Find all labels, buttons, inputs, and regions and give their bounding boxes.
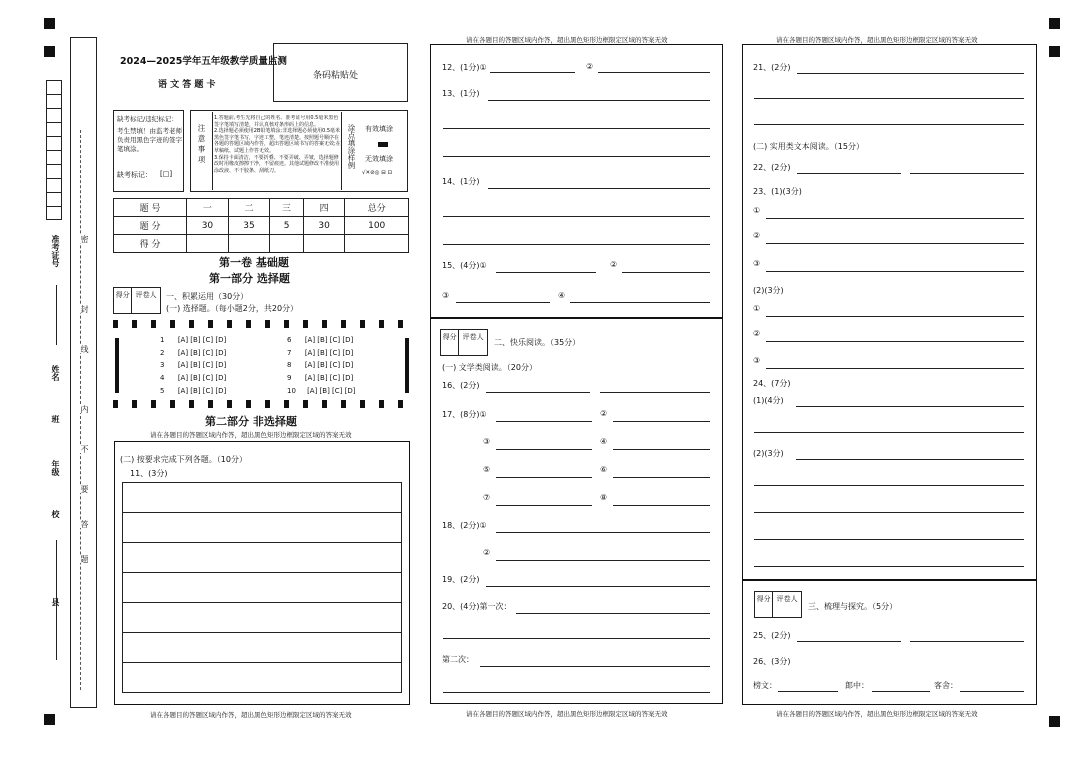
section2-title: 二、快乐阅读。（35分）: [494, 338, 581, 347]
q17f-label: ⑥: [600, 465, 608, 474]
q11-label: 11、(3分): [130, 469, 168, 478]
q13-label: 13、(1分): [442, 89, 480, 98]
sub2-title: (二) 按要求完成下列各题。（10分）: [120, 455, 247, 464]
section3-title: 三、梳理与探究。（5分）: [808, 602, 898, 611]
q26b-label: 郎中：: [845, 681, 869, 690]
q23b-2-label: ②: [753, 329, 761, 338]
notice-title: 注意事项: [197, 124, 206, 166]
exam-number-label: 准考证号: [51, 235, 60, 267]
q21-label: 21、(2分): [753, 63, 791, 72]
grade-label: 年级: [51, 460, 60, 476]
corner-mark: [1049, 46, 1060, 57]
absent-checkbox[interactable]: [□]: [160, 170, 173, 178]
score-grader-box[interactable]: 得分 评卷人: [754, 591, 802, 618]
seal-char: 线: [80, 345, 89, 353]
county-label: 县: [51, 598, 60, 606]
section1-title: 一、积累运用（30分）: [166, 292, 249, 301]
q17g-label: ⑦: [483, 493, 491, 502]
seal-char: 题: [80, 555, 89, 563]
valid-fill-sample: [378, 142, 388, 147]
q17e-label: ⑤: [483, 465, 491, 474]
q20b-label: 第二次：: [442, 655, 474, 664]
warning-note: 请在各题目的答题区域内作答，超出黑色矩形边框限定区域的答案无效: [150, 431, 352, 439]
q12b-label: ②: [586, 62, 594, 71]
q19-label: 19、(2分): [442, 575, 480, 584]
corner-mark: [1049, 18, 1060, 29]
q17d-label: ④: [600, 437, 608, 446]
q18b-label: ②: [483, 548, 491, 557]
sheet-title: 语 文 答 题 卡: [158, 80, 216, 90]
q23-1-label: ①: [753, 206, 761, 215]
q23-3-label: ③: [753, 259, 761, 268]
sub1-title: (一) 选择题。（每小题2分，共20分）: [166, 304, 299, 313]
q25-label: 25、(2分): [753, 631, 791, 640]
q16-label: 16、(2分): [442, 381, 480, 390]
absent-title: 缺考标记/违纪标记：: [117, 115, 178, 123]
q12-label: 12、(1分)①: [442, 63, 487, 72]
q23b-label: (2)(3分): [753, 286, 784, 295]
volume-title: 第一卷 基础题: [219, 256, 289, 269]
q26a-label: 榜文：: [753, 681, 777, 690]
sub21-title: (一) 文学类阅读。（20分）: [442, 363, 537, 372]
warning-note: 请在各题目的答题区域内作答，超出黑色矩形边框限定区域的答案无效: [466, 710, 668, 718]
exam-title: 2024—2025学年五年级教学质量监测: [120, 56, 287, 67]
choice-area: [113, 320, 409, 408]
corner-mark: [44, 714, 55, 725]
part2-title: 第二部分 非选择题: [205, 415, 297, 428]
choice-col-1[interactable]: 1 [A] [B] [C] [D] 2 [A] [B] [C] [D] 3 [A] [B] [C] [D] 4 [A] [B] [C] [D] 5 [A] [B] [C] [D]: [160, 336, 227, 395]
name-label: 姓名: [51, 365, 60, 381]
q26c-label: 客舍：: [934, 681, 958, 690]
sub22-title: (二) 实用类文本阅读。（15分）: [753, 142, 864, 151]
seal-char: 密: [80, 235, 89, 243]
class-label: 班: [51, 415, 60, 423]
corner-mark: [1049, 716, 1060, 727]
seal-char: 要: [80, 485, 89, 493]
q11-writing-grid[interactable]: [122, 482, 402, 693]
score-grader-box[interactable]: 得分 评卷人: [113, 287, 161, 314]
score-grader-box[interactable]: 得分 评卷人: [440, 329, 488, 356]
invalid-fill-samples: √✕⊘◎ ⊟ ⊡: [362, 170, 393, 176]
corner-mark: [44, 46, 55, 57]
score-table: 题 号 一 二 三 四 总分 题 分 30 35 5 30 100 得 分: [113, 198, 409, 253]
q24a-label: (1)(4分): [753, 396, 784, 405]
absent-label: 缺考标记：: [117, 171, 152, 179]
q24-label: 24、(7分): [753, 379, 791, 388]
q23b-1-label: ①: [753, 304, 761, 313]
invalid-fill-label: 无效填涂: [365, 155, 393, 163]
part1-title: 第一部分 选择题: [209, 272, 290, 285]
seal-char: 封: [80, 305, 89, 313]
absent-text: 考生禁填！由监考老师负责用黑色字迹的签字笔填涂。: [117, 127, 182, 153]
valid-fill-label: 有效填涂: [365, 125, 393, 133]
q17c-label: ③: [483, 437, 491, 446]
q17b-label: ②: [600, 409, 608, 418]
q23-label: 23、(1)(3分): [753, 187, 802, 196]
q24b-label: (2)(3分): [753, 449, 784, 458]
choice-col-2[interactable]: 6 [A] [B] [C] [D] 7 [A] [B] [C] [D] 8 [A] [B] [C] [D] 9 [A] [B] [C] [D] 10 [A] [B] [C] [D]: [287, 336, 356, 395]
q17-label: 17、(8分)①: [442, 410, 487, 419]
q14-label: 14、(1分): [442, 177, 480, 186]
warning-note: 请在各题目的答题区域内作答，超出黑色矩形边框限定区域的答案无效: [150, 711, 352, 719]
q15c-label: ③: [442, 291, 450, 300]
q18-label: 18、(2分)①: [442, 521, 487, 530]
warning-note: 请在各题目的答题区域内作答，超出黑色矩形边框限定区域的答案无效: [776, 36, 978, 44]
warning-note: 请在各题目的答题区域内作答，超出黑色矩形边框限定区域的答案无效: [466, 36, 668, 44]
barcode-label: 条码粘贴处: [313, 71, 359, 81]
q20-label: 20、(4分)第一次：: [442, 602, 512, 611]
q22-label: 22、(2分): [753, 163, 791, 172]
binding-strip: [70, 37, 97, 708]
exam-number-grid[interactable]: [46, 80, 62, 220]
q23b-3-label: ③: [753, 356, 761, 365]
fill-sample-title: 涂点填涂样例: [347, 124, 356, 169]
q15-label: 15、(4分)①: [442, 261, 487, 270]
q26-label: 26、(3分): [753, 657, 791, 666]
answer-box-16-20: [430, 318, 723, 704]
seal-char: 答: [80, 520, 89, 528]
seal-char: 内: [80, 405, 89, 413]
q17h-label: ⑧: [600, 493, 608, 502]
q15b-label: ②: [610, 260, 618, 269]
q23-2-label: ②: [753, 231, 761, 240]
warning-note: 请在各题目的答题区域内作答，超出黑色矩形边框限定区域的答案无效: [776, 710, 978, 718]
corner-mark: [44, 18, 55, 29]
school-label: 校: [51, 510, 60, 518]
notice-items: 1.答题前,考生先将自己的姓名、准考证号用0.5毫米黑色签字笔填写清楚，并认真核对条形码上的信息。 2.选择题必须使用2B铅笔填涂;非选择题必须使用0.5毫米黑色签字笔书写，字迹工整，笔迹清楚。按照题号顺序在各题的答题区域内作答，超出答题区域书写的答案无效;在草稿纸、试题上作答无效。 3.保持卡面清洁，不要折叠、不要弄破、弄皱，选择题修改时用橡皮擦擦干净，不留痕迹。其他试题修改不准使用涂改液、不干胶条、刮纸刀。: [214, 115, 341, 174]
seal-char: 不: [80, 445, 89, 453]
q15d-label: ④: [558, 291, 566, 300]
